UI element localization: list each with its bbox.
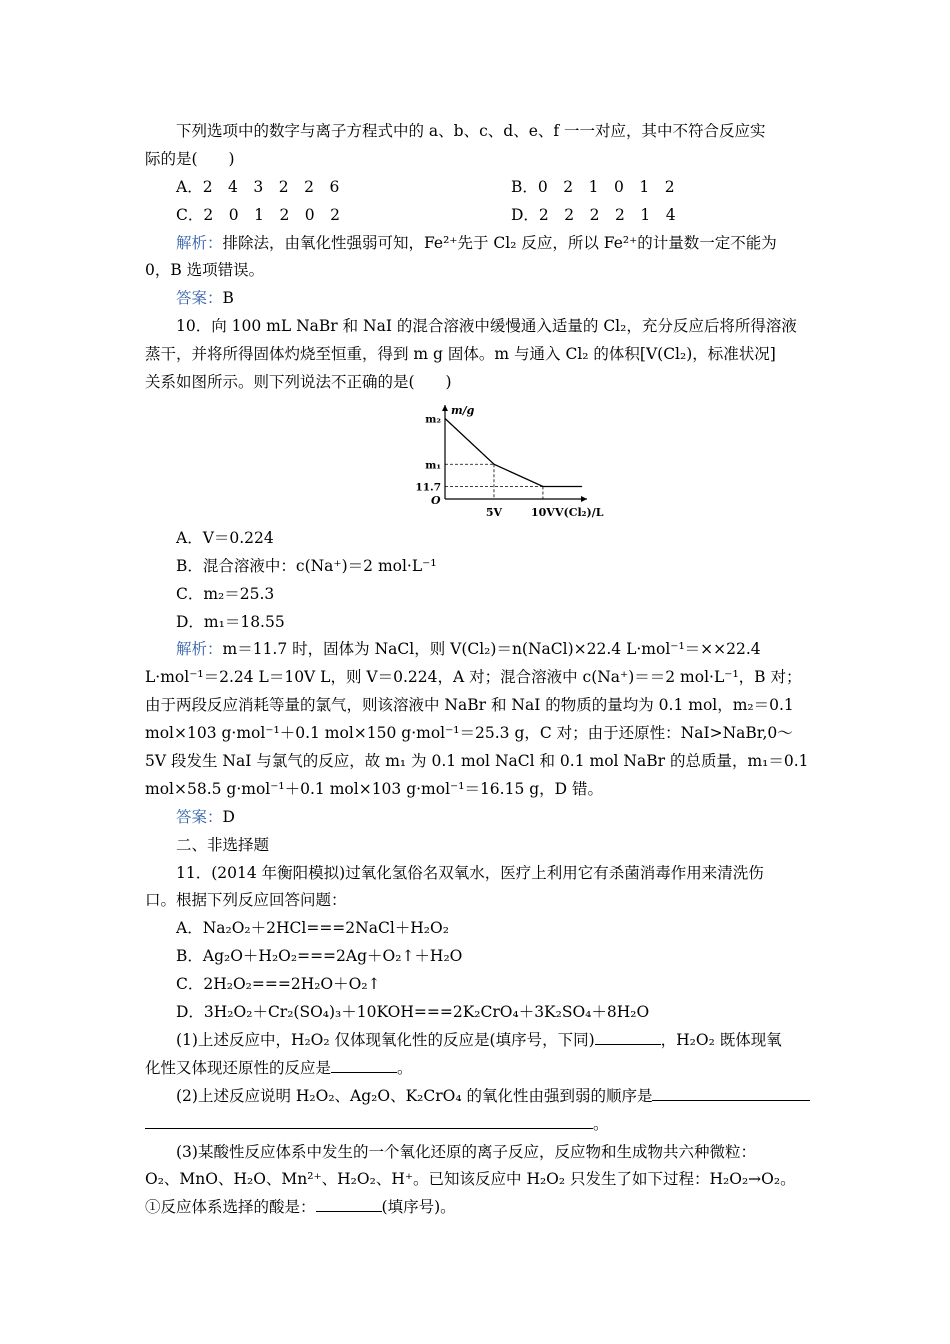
q9-answer-label: 答案： (176, 289, 223, 308)
q9-analysis-text1: 排除法，由氧化性强弱可知，Fe²⁺先于 Cl₂ 反应，所以 Fe²⁺的计量数一定不能为 (222, 233, 777, 252)
q9-analysis-line2: 0，B 选项错误。 (145, 261, 265, 280)
x-axis-arrow (581, 496, 587, 502)
q10-answer-value: D (222, 807, 235, 826)
q10-analysis-label: 解析： (176, 640, 223, 659)
q9-analysis-label: 解析： (176, 233, 223, 252)
q11-reaction-d: D．3H₂O₂＋Cr₂(SO₄)₃＋10KOH===2K₂CrO₄＋3K₂SO₄＋8H₂O (176, 1003, 650, 1022)
x-tick-label: 10V (531, 505, 555, 519)
q10-stem-line3: 关系如图所示。则下列说法不正确的是( ) (145, 373, 452, 392)
q10-option-a: A．V＝0.224 (176, 528, 274, 547)
origin-label: O (431, 493, 441, 507)
q9-analysis-line1 (145, 230, 810, 258)
data-line (445, 418, 582, 486)
y-axis-arrow (442, 405, 448, 411)
q10-stem-line2: 蒸干，并将所得固体灼烧至恒重，得到 m g 固体。m 与通入 Cl₂ 的体积[V(Cl₂)，标准状况] (145, 345, 776, 364)
q10-option-c: C．m₂＝25.3 (176, 584, 275, 603)
q9-answer (145, 285, 810, 313)
q9-options-row1 (145, 174, 810, 202)
q10-analysis-line3: 由于两段反应消耗等量的氯气，则该溶液中 NaBr 和 NaI 的物质的量均为 0.1 mol，m₂＝0.1 (145, 696, 794, 715)
q11-stem-line2: 口。根据下列反应回答问题： (145, 891, 347, 910)
q11-part3-q1-text-a: ①反应体系选择的酸是： (145, 1198, 316, 1217)
q9-option-c: C．2 0 1 2 0 2 (176, 205, 341, 224)
q11-reaction-a: A．Na₂O₂＋2HCl===2NaCl＋H₂O₂ (176, 919, 449, 938)
q9-stem-line1: 下列选项中的数字与离子方程式中的 a、b、c、d、e、f 一一对应，其中不符合反应实 (176, 122, 766, 140)
q10-analysis-line2: L·mol⁻¹＝2.24 L＝10V L，则 V＝0.224，A 对；混合溶液中 c(Na⁺)＝＝2 mol·L⁻¹，B 对； (145, 668, 802, 687)
q10-answer (145, 804, 810, 832)
q10-analysis-line1 (145, 636, 810, 664)
y-tick-label: 11.7 (415, 481, 441, 494)
q9-option-a: A．2 4 3 2 2 6 (176, 177, 340, 196)
q10-option-d: D．m₁＝18.55 (176, 612, 285, 631)
q10-answer-label: 答案： (176, 807, 223, 826)
q11-part3-q1 (145, 1194, 810, 1222)
q11-part3-line1: (3)某酸性反应体系中发生的一个氧化还原的离子反应，反应物和生成物共六种微粒： (176, 1142, 756, 1161)
q10-analysis-text1: m＝11.7 时，固体为 NaCl，则 V(Cl₂)＝n(NaCl)×22.4 L·mol⁻¹＝××22.4 (222, 640, 761, 659)
q11-part2-blank-b[interactable] (145, 1113, 593, 1129)
q10-analysis-line4: mol×103 g·mol⁻¹＋0.1 mol×150 g·mol⁻¹＝25.3 g，C 对；由于还原性：NaI>NaBr,0～ (145, 724, 793, 743)
document-page (145, 118, 810, 1222)
y-axis-label: m/g (451, 403, 475, 417)
q11-part1-line2 (145, 1055, 810, 1083)
q10-chart (145, 399, 810, 521)
x-tick-label: 5V (485, 505, 503, 519)
q9-option-b: B．0 2 1 0 1 2 (511, 177, 675, 196)
q11-part2-end: 。 (593, 1114, 609, 1133)
x-axis-label: V(Cl₂)/L (555, 505, 604, 519)
section2-title: 二、非选择题 (176, 835, 270, 854)
q10-analysis-line6: mol×58.5 g·mol⁻¹＋0.1 mol×103 g·mol⁻¹＝16.15 g，D 错。 (145, 779, 604, 798)
q11-part3-q1-blank[interactable] (316, 1196, 382, 1212)
q11-part2-line2 (145, 1111, 810, 1139)
q11-part1-text-d: 。 (397, 1058, 413, 1077)
q11-part2-line1 (145, 1083, 810, 1111)
q11-part2-text-a: (2)上述反应说明 H₂O₂、Ag₂O、K₂CrO₄ 的氧化性由强到弱的顺序是 (176, 1086, 653, 1105)
q11-part1-blank1[interactable] (595, 1029, 661, 1045)
q10-chart-svg (405, 399, 605, 521)
q11-part3-line2: O₂、MnO、H₂O、Mn²⁺、H₂O₂、H⁺。已知该反应中 H₂O₂ 只发生了如下过程：H₂O₂→O₂。 (145, 1170, 796, 1189)
q9-options-row2 (145, 202, 810, 230)
q9-option-d: D．2 2 2 2 1 4 (511, 205, 676, 224)
q10-stem-line1: 10．向 100 mL NaBr 和 NaI 的混合溶液中缓慢通入适量的 Cl₂，充分反应后将所得溶液 (176, 317, 797, 336)
q11-part1-text-b: ，H₂O₂ 既体现氧 (660, 1030, 782, 1049)
q11-part1-line1 (145, 1027, 810, 1055)
q11-part1-text-a: (1)上述反应中，H₂O₂ 仅体现氧化性的反应是(填序号，下同) (176, 1030, 595, 1049)
q11-stem-line1: 11．(2014 年衡阳模拟)过氧化氢俗名双氧水，医疗上利用它有杀菌消毒作用来清洗伤 (176, 863, 764, 882)
q11-reaction-c: C．2H₂O₂===2H₂O＋O₂↑ (176, 975, 381, 994)
y-tick-label: m₂ (425, 413, 441, 426)
q9-answer-value: B (222, 289, 234, 308)
q11-part2-blank-a[interactable] (652, 1085, 810, 1101)
q10-analysis-line5: 5V 段发生 NaI 与氯气的反应，故 m₁ 为 0.1 mol NaCl 和 0.1 mol NaBr 的总质量，m₁＝0.1 (145, 752, 809, 771)
q11-part1-text-c: 化性又体现还原性的反应是 (145, 1058, 332, 1077)
q11-part3-q1-text-b: (填序号)。 (381, 1198, 456, 1217)
q11-reaction-b: B．Ag₂O＋H₂O₂===2Ag＋O₂↑＋H₂O (176, 947, 463, 966)
q9-stem-line2: 际的是( ) (145, 149, 235, 168)
q10-option-b: B．混合溶液中：c(Na⁺)＝2 mol·L⁻¹ (176, 556, 437, 575)
y-tick-label: m₁ (425, 459, 441, 472)
q11-part1-blank2[interactable] (331, 1057, 397, 1073)
